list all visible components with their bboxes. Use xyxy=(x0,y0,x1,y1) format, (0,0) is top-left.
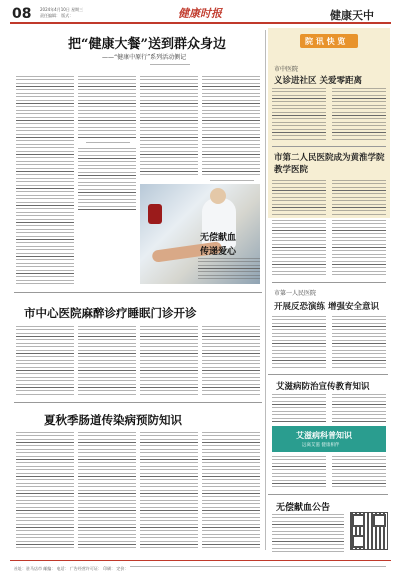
brief2-body-a xyxy=(272,180,326,216)
article3-body-col3 xyxy=(140,432,198,550)
notice-title: 无偿献血公告 xyxy=(276,503,331,513)
brief1-tag: 市中医院 xyxy=(274,66,299,73)
nurse-head xyxy=(210,188,226,204)
promo-body-b xyxy=(332,394,386,422)
blood-bag xyxy=(148,204,162,224)
lead-title: 把“健康大餐”送到群众身边 xyxy=(68,37,226,52)
article2-body-col3 xyxy=(140,326,198,396)
brief2-body-d xyxy=(332,220,386,276)
footer-text: 社址：驻马店市 邮编： 电话： 广告经营许可证： 印刷： 定价： xyxy=(14,566,129,571)
photo-caption-body xyxy=(198,258,260,282)
qr-corner-tl xyxy=(352,514,365,527)
brief2-title: 市第二人民医院成为黄淮学院教学医院 xyxy=(274,153,385,175)
flag-title: 院 讯 快 览 xyxy=(305,37,346,46)
lead-subhead-1 xyxy=(86,142,130,145)
article3-body-col4 xyxy=(202,432,260,550)
article2-body-col2 xyxy=(78,326,136,396)
lead-body-col3 xyxy=(140,76,198,176)
flag-badge xyxy=(300,34,358,48)
masthead: 健康时报 xyxy=(178,7,222,20)
notice-top-rule xyxy=(268,494,388,495)
page-header xyxy=(0,0,401,22)
header-rule xyxy=(10,22,391,24)
article2-title: 市中心医院麻醉诊疗睡眠门诊开诊 xyxy=(24,306,197,320)
qr-corner-tr xyxy=(373,514,386,527)
brief-divider-2 xyxy=(272,282,386,283)
editor-line: 责任编辑： 版式： xyxy=(40,13,74,18)
brief2-body-c xyxy=(272,220,326,276)
lead-byline xyxy=(150,64,190,67)
brief3-body-b xyxy=(332,316,386,368)
date-line: 2024年4月10日 星期三 xyxy=(40,7,84,12)
qr-code xyxy=(350,512,388,550)
lead-body-col2b xyxy=(78,148,136,212)
brief3-tag: 市第一人民医院 xyxy=(274,290,317,297)
photo-caption-left: 无偿献血 xyxy=(200,233,237,243)
brief3-body-a xyxy=(272,316,326,368)
lead-body-col4 xyxy=(202,76,260,176)
promo-top-rule xyxy=(268,374,388,375)
section-title: 健康天中 xyxy=(330,9,374,22)
lead-subtitle: ——“健康中原行”系列活动侧记 xyxy=(102,54,187,61)
article2-top-rule xyxy=(14,292,262,293)
promo-title: 艾滋病防治宣传教育知识 xyxy=(276,382,370,392)
lead-body-col2 xyxy=(78,76,136,138)
promo-banner-sub: 远离艾滋 健康相伴 xyxy=(302,443,340,448)
notice-body xyxy=(272,514,344,552)
lead-body-col1 xyxy=(16,76,74,286)
brief2-body-b xyxy=(332,180,386,216)
promo-banner xyxy=(272,426,386,452)
brief1-title: 义诊进社区 关爱零距离 xyxy=(274,76,362,86)
article3-body-col1 xyxy=(16,432,74,550)
article3-body-col2 xyxy=(78,432,136,550)
brief-divider-1 xyxy=(272,146,386,147)
promo-body-c xyxy=(272,456,326,488)
footer-line xyxy=(130,566,386,569)
article2-body-col1 xyxy=(16,326,74,396)
article2-body-col4 xyxy=(202,326,260,396)
brief1-body-a xyxy=(272,88,326,142)
qr-corner-bl xyxy=(352,535,365,548)
footer-rule xyxy=(10,560,391,561)
article3-title: 夏秋季肠道传染病预防知识 xyxy=(44,413,182,427)
promo-body-d xyxy=(332,456,386,488)
page-number: 08 xyxy=(12,6,32,22)
photo-caption-right: 传递爱心 xyxy=(200,247,237,257)
promo-body-a xyxy=(272,394,326,422)
column-divider xyxy=(265,30,266,550)
brief3-title: 开展反恐演练 增强安全意识 xyxy=(274,302,379,312)
lead-subhead-2 xyxy=(210,180,254,183)
promo-banner-text: 艾滋病科普知识 xyxy=(296,431,352,440)
brief1-body-b xyxy=(332,88,386,142)
article3-top-rule xyxy=(14,402,262,403)
